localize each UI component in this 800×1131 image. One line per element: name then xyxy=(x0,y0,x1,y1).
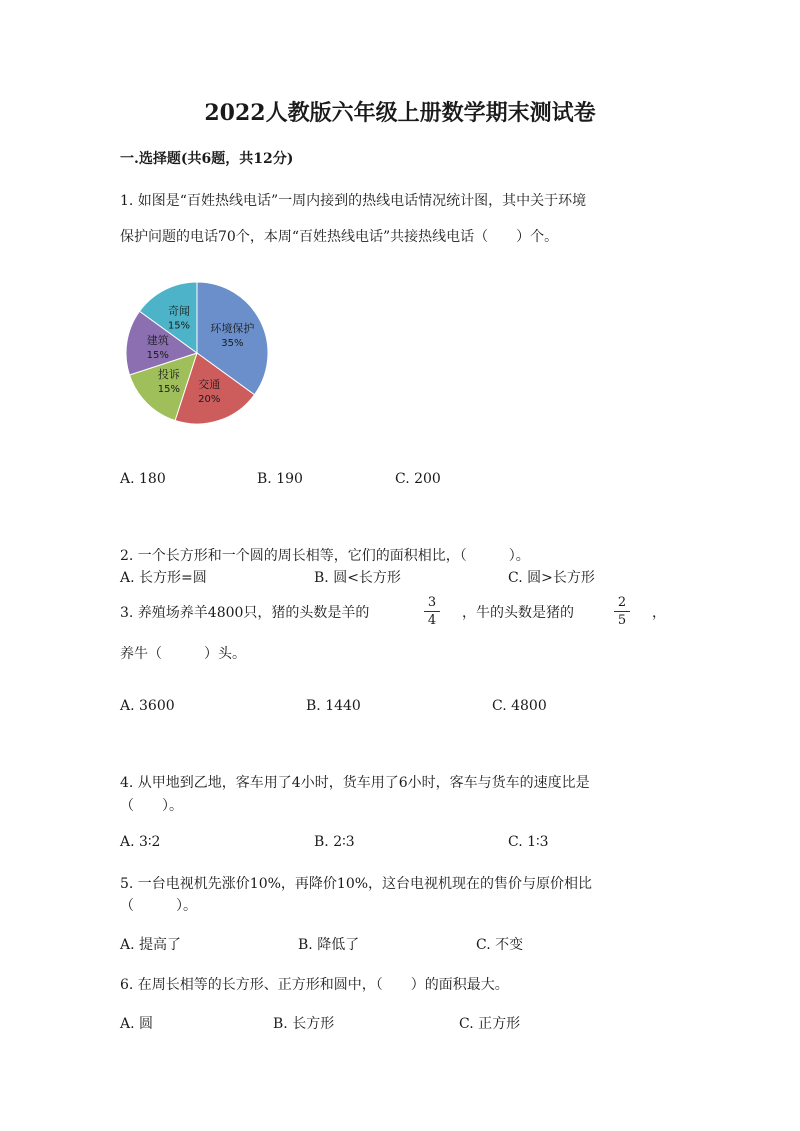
fraction-denominator: 5 xyxy=(617,613,627,628)
q5-option-b[interactable]: B. 降低了 xyxy=(298,937,360,953)
q3-option-c[interactable]: C. 4800 xyxy=(492,698,547,714)
q1-option-b[interactable]: B. 190 xyxy=(257,471,303,487)
q1-option-a[interactable]: A. 180 xyxy=(120,471,166,487)
page-title: 2022人教版六年级上册数学期末测试卷 xyxy=(204,100,596,126)
q3-fraction-3-4 xyxy=(424,595,440,628)
q3-text-part1: 3. 养殖场养羊4800只，猪的头数是羊的 xyxy=(120,605,370,621)
q3-text-part3: ， xyxy=(652,605,666,621)
pie-label-0: 环境保护 xyxy=(210,321,255,335)
q3-fraction-2-5 xyxy=(614,595,630,628)
q4-line2: （ ）。 xyxy=(120,798,183,814)
q2-option-b[interactable]: B. 圆<长方形 xyxy=(314,570,401,586)
q4-option-a[interactable]: A. 3∶2 xyxy=(120,834,161,850)
q2-option-c[interactable]: C. 圆>长方形 xyxy=(508,570,595,586)
q1-line1: 1. 如图是“百姓热线电话”一周内接到的热线电话情况统计图，其中关于环境 xyxy=(120,193,587,209)
pie-label-2: 投诉 xyxy=(157,368,180,382)
fraction-numerator: 3 xyxy=(427,595,437,610)
q4-option-c[interactable]: C. 1∶3 xyxy=(508,834,549,850)
q3-option-b[interactable]: B. 1440 xyxy=(306,698,361,714)
section-heading: 一.选择题(共6题，共12分) xyxy=(120,151,294,167)
pie-label-1: 交通 xyxy=(198,377,221,391)
fraction-denominator: 4 xyxy=(427,613,437,628)
pie-chart xyxy=(112,268,282,438)
q1-line2: 保护问题的电话70个，本周“百姓热线电话”共接热线电话（ ）个。 xyxy=(120,229,559,245)
q6-option-c[interactable]: C. 正方形 xyxy=(459,1016,521,1032)
pie-value-label-3: 15% xyxy=(146,349,169,361)
fraction-numerator: 2 xyxy=(617,595,627,610)
q4-option-b[interactable]: B. 2∶3 xyxy=(314,834,355,850)
q1-option-c[interactable]: C. 200 xyxy=(395,471,441,487)
pie-label-4: 奇闻 xyxy=(167,304,190,318)
q6-line1: 6. 在周长相等的长方形、正方形和圆中，（ ）的面积最大。 xyxy=(120,977,509,993)
pie-value-label-4: 15% xyxy=(167,320,191,332)
q5-option-c[interactable]: C. 不变 xyxy=(476,937,524,953)
pie-value-label-1: 20% xyxy=(198,393,221,405)
q6-option-b[interactable]: B. 长方形 xyxy=(273,1016,335,1032)
q5-line1: 5. 一台电视机先涨价10%，再降价10%，这台电视机现在的售价与原价相比 xyxy=(120,876,593,892)
q2-option-a[interactable]: A. 长方形=圆 xyxy=(120,570,207,586)
q2-line1: 2. 一个长方形和一个圆的周长相等，它们的面积相比，（ ）。 xyxy=(120,548,530,564)
q6-option-a[interactable]: A. 圆 xyxy=(120,1016,154,1032)
q5-line2: （ ）。 xyxy=(120,898,197,914)
pie-value-label-0: 35% xyxy=(221,337,244,349)
q4-line1: 4. 从甲地到乙地，客车用了4小时，货车用了6小时，客车与货车的速度比是 xyxy=(120,775,590,791)
q5-option-a[interactable]: A. 提高了 xyxy=(120,937,182,953)
pie-value-label-2: 15% xyxy=(157,384,181,396)
q3-text-part2: ，牛的头数是猪的 xyxy=(462,605,574,621)
q3-line2: 养牛（ ）头。 xyxy=(120,646,246,662)
q3-option-a[interactable]: A. 3600 xyxy=(120,698,175,714)
pie-label-3: 建筑 xyxy=(146,333,169,347)
